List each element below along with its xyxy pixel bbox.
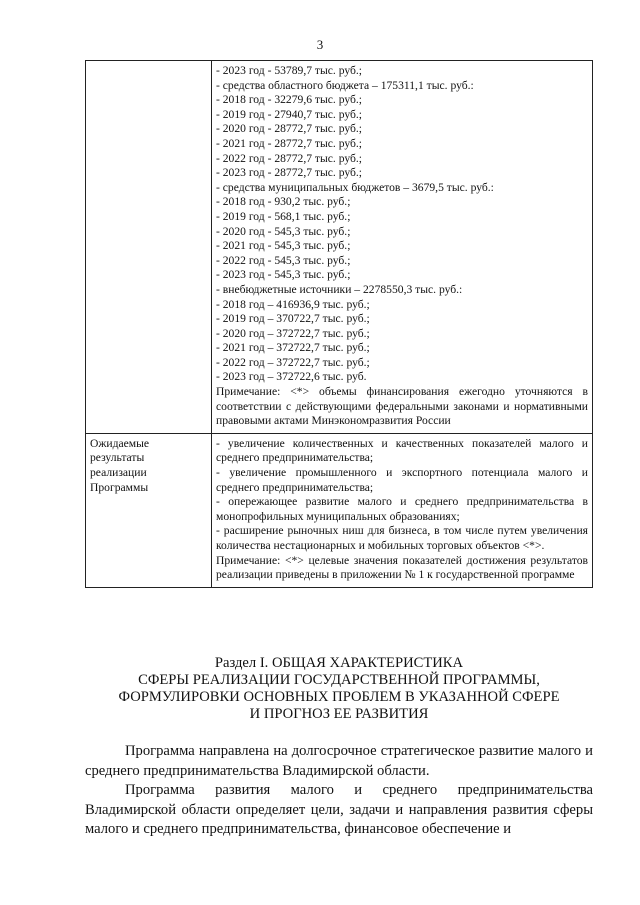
expected-results-content-cell xyxy=(212,433,593,587)
funding-line: - средства муниципальных бюджетов – 3679,5 тыс. руб.: xyxy=(216,180,494,194)
results-note: Примечание: <*> целевые значения показателей достижения результатов реализации приведены в приложении № 1 к государственной программе xyxy=(216,553,588,582)
funding-label-cell xyxy=(86,61,212,434)
paragraph: Программа направлена на долгосрочное стратегическое развитие малого и среднего предпринимательства Владимирской области. xyxy=(85,743,593,779)
row-label-line: Программы xyxy=(90,480,149,494)
body-text xyxy=(85,742,593,840)
funding-line: - 2020 год - 28772,7 тыс. руб.; xyxy=(216,122,363,136)
funding-line: - средства областного бюджета – 175311,1 тыс. руб.: xyxy=(216,78,474,92)
funding-line: - 2021 год - 28772,7 тыс. руб.; xyxy=(216,136,363,150)
funding-content-cell xyxy=(212,61,593,434)
funding-line: - 2019 год – 370722,7 тыс. руб.; xyxy=(216,312,370,326)
funding-line: - внебюджетные источники – 2278550,3 тыс. руб.: xyxy=(216,282,463,296)
paragraph: Программа развития малого и среднего предпринимательства Владимирской области определяет цели, задачи и направления развития сферы малого и среднего предпринимательства, финансовое обеспечение и xyxy=(85,782,593,837)
funding-line: - 2023 год - 545,3 тыс. руб.; xyxy=(216,268,351,282)
funding-line: - 2019 год - 568,1 тыс. руб.; xyxy=(216,209,351,223)
funding-line: - 2021 год - 545,3 тыс. руб.; xyxy=(216,239,351,253)
funding-line: - 2022 год – 372722,7 тыс. руб.; xyxy=(216,355,370,369)
result-item: - расширение рыночных ниш для бизнеса, в том числе путем увеличения количества нестационарных и мобильных торговых объектов <*>. xyxy=(216,524,588,552)
page-number: 3 xyxy=(316,37,324,52)
funding-line: - 2023 год - 28772,7 тыс. руб.; xyxy=(216,166,363,180)
result-item: - опережающее развитие малого и среднего предпринимательства в монопрофильных муниципальных образованиях; xyxy=(216,495,588,523)
funding-line: - 2021 год – 372722,7 тыс. руб.; xyxy=(216,341,370,355)
funding-line: - 2018 год - 32279,6 тыс. руб.; xyxy=(216,93,363,107)
row-label-line: реализации xyxy=(90,466,147,480)
funding-line: - 2023 год – 372722,6 тыс. руб. xyxy=(216,370,367,384)
funding-line: - 2022 год - 545,3 тыс. руб.; xyxy=(216,253,351,267)
funding-note: Примечание: <*> объемы финансирования ежегодно уточняются в соответствии с действующими федеральными законами и нормативными правовыми актами Минэкономразвития России xyxy=(216,385,588,428)
funding-line: - 2018 год – 416936,9 тыс. руб.; xyxy=(216,297,370,311)
row-label-line: результаты xyxy=(90,451,145,465)
table-row-funding xyxy=(86,61,593,434)
section-heading-line: ФОРМУЛИРОВКИ ОСНОВНЫХ ПРОБЛЕМ В УКАЗАННОЙ СФЕРЕ xyxy=(118,689,560,705)
result-item: - увеличение промышленного и экспортного потенциала малого и среднего предпринимательства; xyxy=(216,466,588,494)
funding-line: - 2022 год - 28772,7 тыс. руб.; xyxy=(216,151,363,165)
funding-line: - 2018 год - 930,2 тыс. руб.; xyxy=(216,195,351,209)
table-row-expected-results xyxy=(86,433,593,587)
funding-line: - 2020 год – 372722,7 тыс. руб.; xyxy=(216,326,370,340)
row-label-line: Ожидаемые xyxy=(90,436,150,450)
funding-line: - 2019 год - 27940,7 тыс. руб.; xyxy=(216,107,363,121)
result-item: - увеличение количественных и качественных показателей малого и среднего предпринимательства; xyxy=(216,436,588,465)
funding-line: - 2020 год - 545,3 тыс. руб.; xyxy=(216,224,351,238)
section-heading-line: Раздел I. ОБЩАЯ ХАРАКТЕРИСТИКА xyxy=(214,655,464,671)
section-heading-line: И ПРОГНОЗ ЕЕ РАЗВИТИЯ xyxy=(249,706,429,722)
section-heading xyxy=(85,655,593,723)
program-passport-table xyxy=(85,60,593,588)
funding-line: - 2023 год - 53789,7 тыс. руб.; xyxy=(216,64,363,77)
section-heading-line: СФЕРЫ РЕАЛИЗАЦИИ ГОСУДАРСТВЕННОЙ ПРОГРАММЫ, xyxy=(138,672,540,688)
expected-results-label-cell xyxy=(86,433,212,587)
